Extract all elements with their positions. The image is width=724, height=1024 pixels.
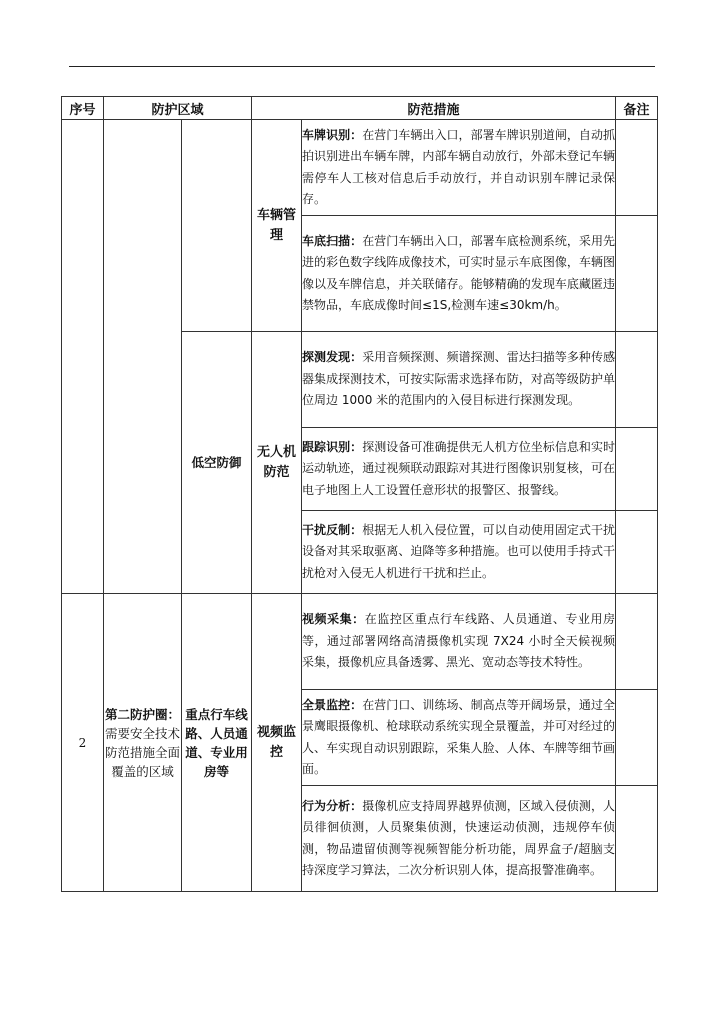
area-label: 低空防御 — [191, 455, 242, 470]
measure-text: 探测设备可准确提供无人机方位坐标信息和实时运动轨迹，通过视频联动跟踪对其进行图像识别复核，可在电子地图上人工设置任意形状的报警区、报警线。 — [302, 439, 616, 497]
table-header-row — [62, 97, 658, 120]
measure-detection — [302, 332, 616, 428]
header-area: 防护区域 — [104, 97, 252, 120]
measure-text: 在营门口、训练场、制高点等开阔场景，通过全景鹰眼摄像机、枪球联动系统实现全景覆盖，并可对经过的人、车实现自动识别跟踪，采集人脸、人体、车牌等细节画面。 — [302, 697, 616, 776]
measure-title: 探测发现： — [302, 350, 363, 365]
measure-title: 车牌识别： — [302, 127, 363, 142]
remark-cell — [616, 594, 658, 690]
circle-text: 需要安全技术防范措施全面覆盖的区域 — [104, 725, 180, 779]
header-measures: 防范措施 — [252, 97, 616, 120]
seq-number: 2 — [62, 594, 104, 892]
seq-cell-empty — [62, 120, 104, 594]
measure-panoramic — [302, 690, 616, 786]
measure-title: 全景监控： — [302, 697, 363, 712]
measure-title: 车底扫描： — [302, 233, 363, 248]
remark-cell — [616, 332, 658, 428]
measure-tracking — [302, 428, 616, 511]
measure-title: 视频采集： — [302, 612, 365, 627]
table-row — [62, 594, 658, 690]
circle-cell-empty — [104, 120, 182, 594]
area-label: 重点行车线路、人员通道、专业用房等 — [185, 706, 248, 779]
group-label-vehicle: 车辆管理 — [252, 120, 302, 332]
measure-text: 采用音频探测、频谱探测、雷达扫描等多种传感器集成探测技术，可按实际需求选择布防，对高等级防护单位周边 1000 米的范围内的入侵目标进行探测发现。 — [302, 350, 616, 408]
measure-plate-recognition — [302, 120, 616, 216]
measure-text: 在营门车辆出入口，部署车底检测系统，采用先进的彩色数字线阵成像技术，可实时显示车底图像，车辆图像以及车牌信息，并关联储存。能够精确的发现车底藏匿违禁物品，车底成像时间≤1S,检测车速≤30km/h。 — [302, 233, 616, 312]
header-seq: 序号 — [62, 97, 104, 120]
measure-jamming — [302, 511, 616, 594]
group-label-uav: 无人机防范 — [252, 332, 302, 594]
area-low-altitude — [182, 332, 252, 594]
security-measures-table — [61, 96, 658, 892]
measure-text: 摄像机应支持周界越界侦测，区域入侵侦测，人员徘徊侦测，人员聚集侦测，快速运动侦测，违规停车侦测，物品遗留侦测等视频智能分析功能，周界盒子/超脑支持深度学习算法，二次分析识别人体，提高报警准确率。 — [302, 798, 616, 877]
measure-title: 行为分析： — [302, 798, 363, 813]
group-label-video: 视频监控 — [252, 594, 302, 892]
remark-cell — [616, 690, 658, 786]
protection-circle-cell — [104, 594, 182, 892]
circle-title: 第二防护圈： — [104, 706, 180, 722]
remark-cell — [616, 511, 658, 594]
measure-title: 跟踪识别： — [302, 439, 363, 454]
measure-text: 在营门车辆出入口，部署车牌识别道闸，自动抓拍识别进出车辆车牌，内部车辆自动放行，外部未登记车辆需停车人工核对信息后手动放行，并自动识别车牌记录保存。 — [302, 127, 616, 206]
remark-cell — [616, 120, 658, 216]
table-row — [62, 120, 658, 216]
measure-behavior-analysis — [302, 786, 616, 892]
remark-cell — [616, 786, 658, 892]
area-key-routes — [182, 594, 252, 892]
header-remarks: 备注 — [616, 97, 658, 120]
remark-cell — [616, 428, 658, 511]
area-cell-empty — [182, 120, 252, 332]
measure-video-capture — [302, 594, 616, 690]
measure-text: 在监控区重点行车线路、人员通道、专业用房等，通过部署网络高清摄像机实现 7X24 小时全天候视频采集，摄像机应具备透雾、黑光、宽动态等技术特性。 — [302, 612, 616, 670]
remark-cell — [616, 216, 658, 332]
measure-undercarriage-scan — [302, 216, 616, 332]
measure-text: 根据无人机入侵位置，可以自动使用固定式干扰设备对其采取驱离、迫降等多种措施。也可以使用手持式干扰枪对入侵无人机进行干扰和拦止。 — [302, 522, 616, 580]
header-rule — [69, 66, 655, 67]
measure-title: 干扰反制： — [302, 522, 363, 537]
